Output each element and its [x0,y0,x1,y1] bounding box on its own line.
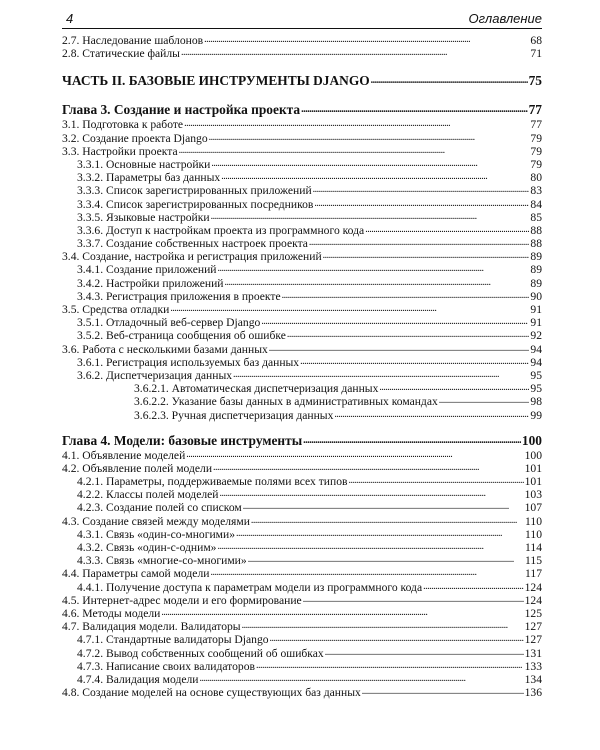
toc-entry-title: 3.6.1. Регистрация используемых баз данных [77,355,300,369]
toc-entry-title: 4.2.1. Параметры, поддерживаемые полями всех типов [77,475,348,489]
toc-leader [334,407,529,421]
toc-entry-title: 4.5. Интернет-адрес модели и его формирование [62,593,302,607]
toc-leader [348,473,523,487]
toc-leader [287,327,530,341]
toc-entry-page: 98 [530,395,542,409]
toc-entry-title: 4.7. Валидация модели. Валидаторы [62,620,241,634]
toc-entry-page: 85 [530,210,542,224]
toc-leader [314,196,529,210]
toc-entry-page: 71 [530,47,542,61]
toc-entry-page: 94 [530,355,542,369]
toc-leader [221,169,529,183]
toc-intro-section [62,34,542,60]
toc-leader [439,393,530,407]
running-title: Оглавление [468,11,542,26]
toc-entry-title: 4.6. Методы модели [62,606,161,620]
toc-leader [323,248,530,262]
toc-leader [248,552,524,566]
toc-entry-page: 114 [525,541,542,554]
toc-entry-page: 68 [530,34,542,47]
toc-entry-title: 3.6.2. Диспетчеризация данных [77,368,233,382]
toc-leader [211,209,530,223]
toc-entry-page: 127 [524,620,542,634]
toc-leader [251,513,524,527]
toc-leader [423,579,524,593]
toc-leader [218,261,530,275]
part-title: ЧАСТЬ II. БАЗОВЫЕ ИНСТРУМЕНТЫ DJANGO [62,73,370,89]
toc-entry-title: 4.7.4. Валидация модели [77,672,199,686]
toc-entry-page: 88 [530,237,542,251]
toc-entry-page: 89 [530,263,542,277]
toc-entry-title: 3.3.7. Создание собственных настроек проекта [77,237,308,251]
toc-entry-title: 3.5.1. Отладочный веб-сервер Django [77,316,261,330]
toc-entry-title: 4.1. Объявление моделей [62,448,186,462]
toc-part-heading[interactable] [62,72,542,89]
toc-leader [170,301,529,315]
toc-leader [210,565,524,579]
toc-entry-page: 95 [530,382,542,396]
toc-entry-page: 107 [524,501,542,515]
toc-entry-page: 101 [524,475,542,489]
toc-entry-page: 95 [530,368,542,382]
toc-leader [242,618,524,632]
toc-entry-page: 83 [530,184,542,198]
toc-entry-page: 89 [530,250,542,264]
chapter-page: 100 [521,432,542,448]
toc-entry-page: 110 [525,527,542,541]
toc-entry-title: 4.2.3. Создание полей со списком [77,501,242,515]
toc-entry-title: 3.6.2.2. Указание базы данных в административных командах [134,395,438,409]
toc-entry-page: 99 [530,408,542,422]
toc-entry-title: 2.7. Наследование шаблонов [62,34,204,47]
toc-entry-title: 3.5.2. Веб-страница сообщения об ошибке [77,329,286,343]
toc-leader [217,539,524,553]
toc-entry-title: 4.7.3. Написание своих валидаторов [77,659,255,673]
toc-entry-title: 3.5. Средства отладки [62,303,170,316]
toc-leader [211,156,529,170]
toc-leader [213,460,524,474]
toc-leader [236,526,524,540]
toc-entry-page: 94 [530,342,542,356]
toc-entry-page: 125 [524,606,542,620]
toc-leader [181,45,529,59]
toc-entry-title: 3.3.6. Доступ к настройкам проекта из программного кода [77,223,365,237]
page-number: 4 [66,11,74,26]
toc-entry-title: 4.3.3. Связь «многие-со-многими» [77,554,247,568]
toc-entry-title: 3.6.2.1. Автоматическая диспетчеризация данных [134,382,379,396]
toc-entry-title: 4.8. Создание моделей на основе существующих баз данных [62,686,361,700]
toc-entry-page: 133 [524,659,542,673]
toc-entry-title: 3.6.2.3. Ручная диспетчеризация данных [134,408,334,422]
toc-entry-title: 3.1. Подготовка к работе [62,118,184,132]
toc-entry-page: 124 [524,593,542,607]
toc-entry-title: 4.4.1. Получение доступа к параметрам модели из программного кода [77,580,423,594]
toc-leader [300,354,529,368]
toc-entry-page: 136 [524,686,542,700]
toc-leader [269,341,530,355]
toc-entry-title: 4.3.1. Связь «один-со-многими» [77,527,236,541]
toc-entry-page: 124 [524,580,542,594]
toc-leader [325,645,524,659]
chapter-4-entries [62,449,542,700]
toc-entry-title: 4.3.2. Связь «один-с-одним» [77,541,217,554]
toc-entry-page: 91 [530,316,542,330]
toc-entry-page: 79 [530,157,542,171]
toc-entry-title: 3.4. Создание, настройка и регистрация приложений [62,250,322,264]
toc-leader [184,116,529,130]
toc-leader [379,380,529,394]
toc-entry-title: 3.4.1. Создание приложений [77,263,217,277]
toc-leader [186,447,523,461]
toc-leader [371,70,528,89]
toc-entry-page: 89 [530,276,542,290]
toc-entry-title: 4.2. Объявление полей модели [62,461,213,475]
toc-entry-title: 4.7.1. Стандартные валидаторы Django [77,633,269,647]
toc-leader [179,143,530,157]
toc-leader [362,684,524,698]
toc-leader [309,235,529,249]
toc-entry[interactable] [62,47,542,60]
toc-leader [220,486,524,500]
toc-entry-title: 3.3.1. Основные настройки [77,157,211,171]
toc-entry-title: 3.6. Работа с несколькими базами данных [62,342,268,356]
toc-entry-page: 92 [530,329,542,343]
toc-entry-page: 88 [530,223,542,237]
toc-leader [313,182,530,196]
toc-leader [199,671,523,685]
toc-entry-page: 115 [525,554,542,568]
toc-entry-title: 3.3. Настройки проекта [62,144,178,158]
toc-leader [365,222,529,236]
toc-entry-title: 4.7.2. Вывод собственных сообщений об ошибках [77,646,324,660]
toc-entry-title: 4.3. Создание связей между моделями [62,514,250,528]
running-header [62,8,542,29]
toc-entry[interactable] [62,409,542,422]
chapter-title: Глава 3. Создание и настройка проекта [62,102,301,118]
toc-leader [282,288,530,302]
toc-entry-page: 103 [524,488,542,502]
toc-entry-page: 127 [524,633,542,647]
toc-leader [256,658,524,672]
toc-entry-page: 131 [524,646,542,660]
toc-entry-title: 3.2. Создание проекта Django [62,131,208,145]
toc-leader [303,592,524,606]
toc-entry-title: 4.2.2. Классы полей моделей [77,488,219,502]
chapter-3-entries [62,118,542,421]
chapter-page: 77 [528,102,542,118]
table-of-contents [62,34,542,699]
toc-entry-title: 3.3.5. Языковые настройки [77,210,210,224]
toc-entry-page: 80 [530,171,542,185]
toc-entry-title: 3.3.2. Параметры баз данных [77,171,221,185]
toc-leader [204,32,529,46]
toc-leader [243,499,524,513]
toc-entry-page: 79 [530,144,542,158]
toc-entry[interactable] [62,686,542,699]
toc-leader [261,314,529,328]
toc-entry-page: 79 [530,131,542,145]
toc-entry-title: 3.4.2. Настройки приложений [77,276,224,290]
part-page: 75 [528,73,542,89]
toc-entry-page: 90 [530,289,542,303]
toc-entry-title: 3.3.3. Список зарегистрированных приложений [77,184,312,198]
toc-leader [233,367,529,381]
toc-entry-page: 91 [530,303,542,316]
toc-entry-page: 77 [530,118,542,132]
toc-entry-page: 110 [525,514,542,528]
toc-entry-page: 134 [524,672,542,686]
toc-entry-page: 100 [524,448,542,462]
toc-entry-title: 3.4.3. Регистрация приложения в проекте [77,289,281,303]
toc-entry-title: 3.3.4. Список зарегистрированных посредников [77,197,314,211]
toc-entry-page: 101 [524,461,542,475]
toc-leader [209,130,530,144]
toc-entry-page: 84 [530,197,542,211]
toc-leader [225,275,530,289]
chapter-title: Глава 4. Модели: базовые инструменты [62,432,303,448]
toc-leader [161,605,523,619]
toc-entry-title: 2.8. Статические файлы [62,47,180,61]
toc-entry-page: 117 [525,567,542,581]
toc-entry-title: 4.4. Параметры самой модели [62,567,210,581]
toc-leader [270,631,524,645]
